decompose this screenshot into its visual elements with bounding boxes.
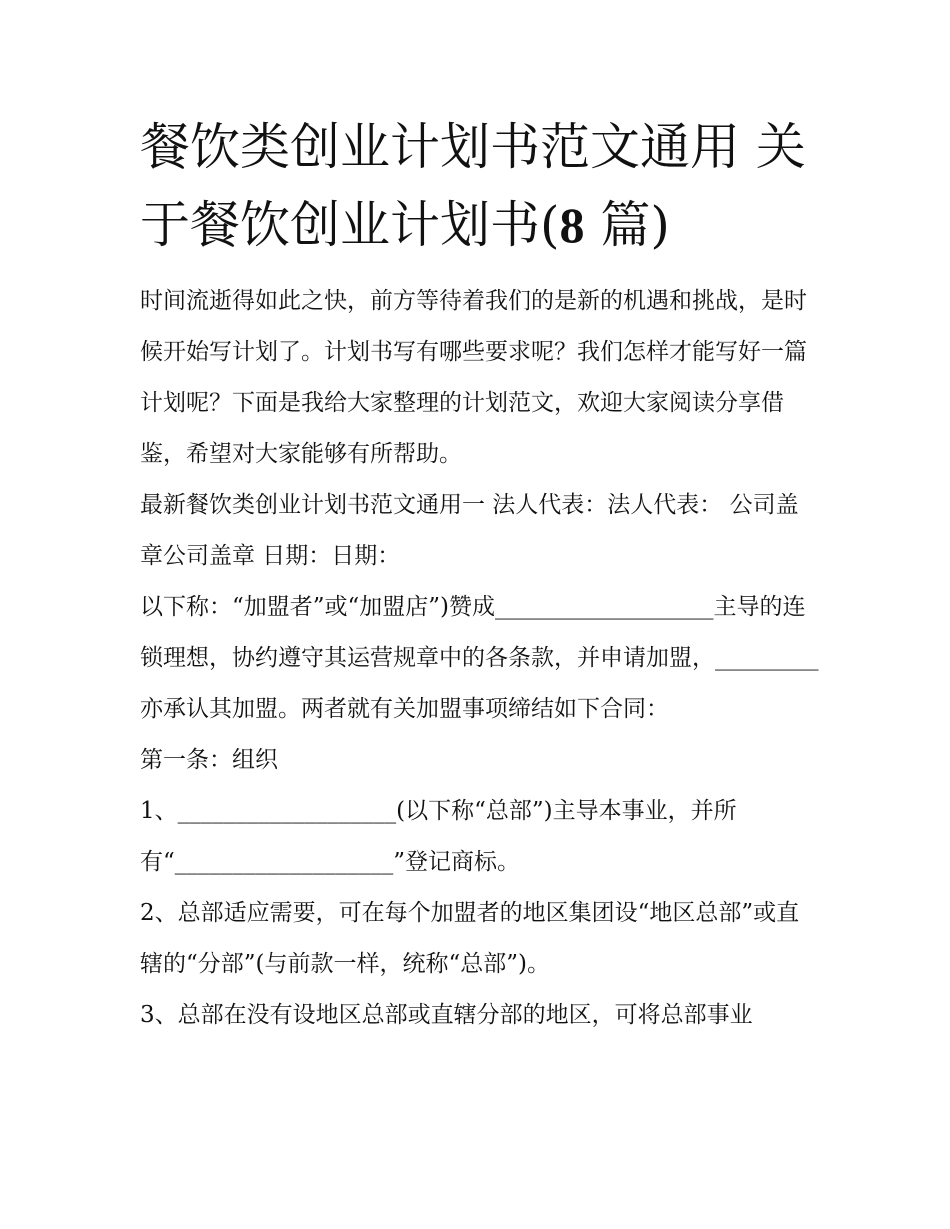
title-text: 餐饮类创业计划书范文通用 关于餐饮创业计划书(	[140, 118, 806, 254]
clause-1: 1、___________________(以下称“总部”)主导本事业，并所有“___________________”登记商标。	[140, 798, 737, 875]
title-number: 8	[559, 197, 585, 253]
document-title	[140, 108, 820, 264]
clause-3: 3、总部在没有设地区总部或直辖分部的地区，可将总部事业	[140, 1002, 753, 1028]
article-heading: 第一条：组织	[140, 747, 278, 773]
title-text-end: 篇)	[584, 196, 670, 254]
intro-paragraph: 时间流逝得如此之快，前方等待着我们的是新的机遇和挑战，是时候开始写计划了。计划书写有哪些要求呢？我们怎样才能写好一篇计划呢？下面是我给大家整理的计划范文，欢迎大家阅读分享借鉴，希望对大家能够有所帮助。	[140, 288, 807, 467]
document-body	[140, 276, 820, 1041]
clause-2: 2、总部适应需要，可在每个加盟者的地区集团设“地区总部”或直辖的“分部”(与前款一样，统称“总部”)。	[140, 900, 800, 977]
signature-paragraph: 最新餐饮类创业计划书范文通用一 法人代表：法人代表： 公司盖章公司盖章 日期：日期：	[140, 492, 799, 569]
contract-preamble: 以下称：“加盟者”或“加盟店”)赞成___________________主导的连锁理想，协约遵守其运营规章中的各条款，并申请加盟，_________亦承认其加盟。两者就有关加盟事项缔结如下合同：	[140, 594, 819, 722]
